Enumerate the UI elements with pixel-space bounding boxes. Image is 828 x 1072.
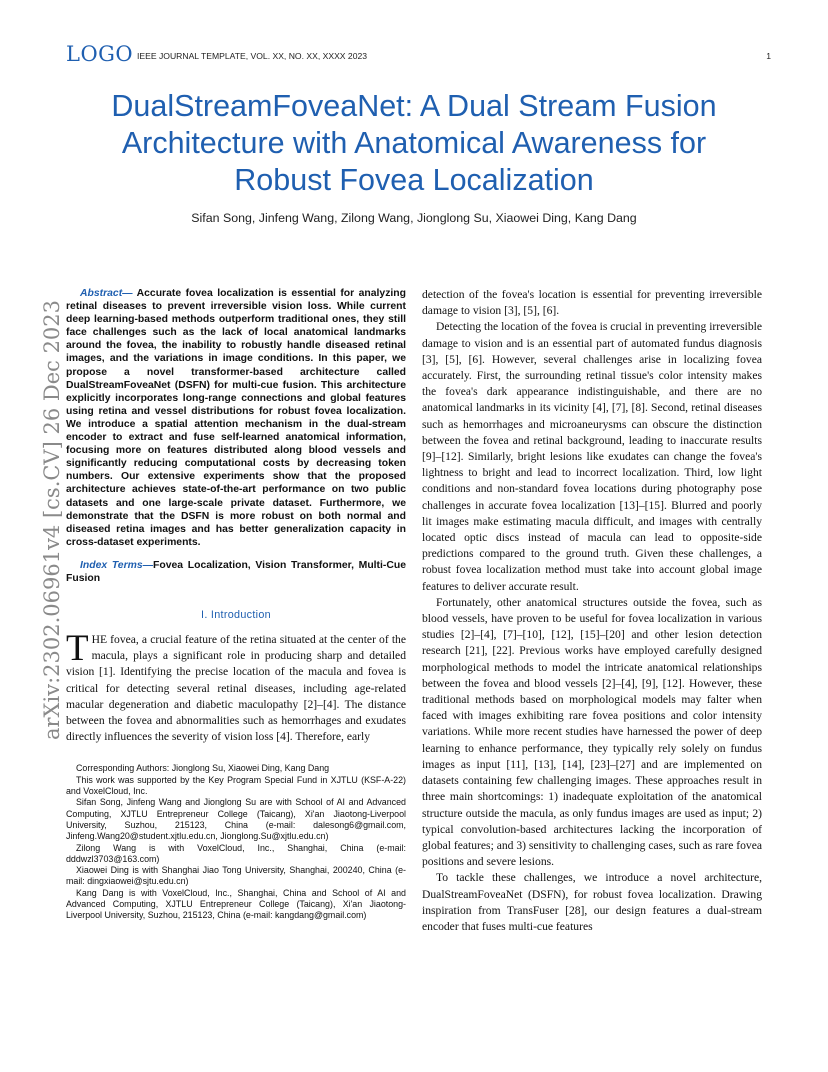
section-heading-introduction: I. Introduction bbox=[201, 609, 271, 622]
intro-paragraph-4: To tackle these challenges, we introduce a novel architecture, DualStreamFoveaNet (DSFN), for robust fovea localization. Drawing inspiration from TransFuser [28], our design features a dual-stream encoder that fuses multi-cue features bbox=[422, 871, 762, 933]
index-terms-label: Index Terms— bbox=[80, 559, 154, 571]
footnote-affiliation-2: Zilong Wang is with VoxelCloud, Inc., Shanghai, China (e-mail: dddwzl3703@163.com) bbox=[66, 842, 406, 864]
footnote-corresponding: Corresponding Authors: Jionglong Su, Xiaowei Ding, Kang Dang bbox=[76, 763, 330, 774]
page-header bbox=[66, 44, 771, 66]
intro-paragraph-3: Fortunately, other anatomical structures outside the fovea, such as blood vessels, have proven to be useful for fovea localization in various studies [2]–[4], [7]–[10], [12], [15]–[20] and other lesion detection research [21], [22]. Previous works have employed carefully designed morphological methods to model the intricate anatomical relationships between the fovea and blood vessels [2]–[4], [9], [12]. However, these traditional methods based on morphological models may falter when faced with images exhibiting rare fovea positions and color intensity variations. While more recent studies have harnessed the power of deep learning to enhance performance, they typically rely solely on fundus images as input [11], [13], [14], [23]–[27] and are implemented on datasets containing few challenging images. These approaches result in three main shortcomings: 1) inadequate exploitation of the anatomical structure outside the macula, as only fundus images are used as input; 2) typical convolution-based architectures lacking the incorporation of global features; and 3) sensitivity to challenging cases, such as rare fovea positions and severe lesions. bbox=[422, 595, 762, 869]
drop-cap: T bbox=[66, 628, 89, 670]
footnote-affiliation-1: Sifan Song, Jinfeng Wang and Jionglong Su are with School of AI and Advanced Computing, XJTLU Entrepreneur College (Taicang), Xi'an Jiaotong-Liverpool University, Suzhou, 215123, China (e-mail: dalesong6@gmail.com, Jinfeng.Wang20@student.xjtlu.edu.cn, Jionglong.Su@xjtlu.edu.cn) bbox=[66, 797, 406, 842]
journal-name: IEEE JOURNAL TEMPLATE, VOL. XX, NO. XX, XXXX 2023 bbox=[137, 51, 368, 61]
journal-logo: LOGO bbox=[66, 42, 134, 66]
footnote-affiliation-4: Kang Dang is with VoxelCloud, Inc., Shanghai, China and School of AI and Advanced Computing, XJTLU Entrepreneur College (Taicang), Xi'an Jiaotong-Liverpool University, Suzhou, 215123, China (e-mail: kangdang@gmail.com) bbox=[66, 887, 406, 921]
intro-paragraph-1-text: HE fovea, a crucial feature of the retina situated at the center of the macula, plays a significant role in producing sharp and detailed vision [1]. Identifying the precise location of the macula and fovea is critical for detecting several retinal diseases, including age-related macular degeneration and diabetic maculopathy [2]–[4]. The distance between the fovea and abnormalities such as hemorrhages and exudates directly influences the severity of vision loss [4]. Therefore, early bbox=[66, 633, 406, 744]
footnotes bbox=[66, 763, 406, 921]
abstract bbox=[66, 287, 406, 549]
paper-title: DualStreamFoveaNet: A Dual Stream Fusion Architecture with Anatomical Awareness for Robust Fovea Localization bbox=[111, 89, 717, 197]
intro-paragraph-1 bbox=[66, 628, 406, 745]
abstract-label: Abstract— bbox=[80, 288, 133, 299]
intro-paragraph-2: Detecting the location of the fovea is crucial in preventing irreversible damage to vision and is an essential part of automated fundus diagnosis [3], [5], [6]. However, several challenges arise in localizing fovea accurately. First, the surrounding retinal tissue's color intensity makes the fovea's dark appearance indistinguishable, and there are no anatomical landmarks in its vicinity [4], [7], [8]. Second, retinal diseases such as hemorrhages and microaneurysms can obscure the distinction between the fovea and retinal background, leading to inaccurate results [9]–[12]. Similarly, bright lesions like exudates can change the fovea's lightness to bright and lead to incorrect localization. Third, low light conditions and non-standard fovea locations during photography pose challenges in accurate fovea localization [13]–[15]. Blurred and poorly lit images make estimating macula difficult, and images with centrally located optic discs instead of macula can lead to opposite-side predictions compared to the ground truth. Given these challenges, a robust fovea localization method must take into account global image features to deliver accurate result. bbox=[422, 320, 762, 593]
footnote-funding: This work was supported by the Key Program Special Fund in XJTLU (KSF-A-22) and VoxelCloud, Inc. bbox=[66, 774, 406, 797]
arxiv-stamp: arXiv:2302.06961v4 [cs.CV] 26 Dec 2023 bbox=[40, 299, 64, 741]
index-terms bbox=[66, 559, 406, 585]
left-column bbox=[66, 287, 406, 922]
author-list: Sifan Song, Jinfeng Wang, Zilong Wang, Jionglong Su, Xiaowei Ding, Kang Dang bbox=[191, 211, 637, 225]
abstract-text: Accurate fovea localization is essential for analyzing retinal diseases to prevent irreversible vision loss. While current deep learning-based methods outperform traditional ones, they still face challenges such as the lack of local anatomical landmarks around the fovea, the inability to robustly handle diseased retinal images, and the variations in image conditions. In this paper, we propose a novel transformer-based architecture called DualStreamFoveaNet (DSFN) for multi-cue fusion. This architecture explicitly incorporates long-range connections and global features using retina and vessel distributions for robust fovea localization. We introduce a spatial attention mechanism in the dual-stream encoder to extract and fuse self-learned anatomical information, focusing more on features distributed along blood vessels and significantly reducing computational costs by decreasing token numbers. Our extensive experiments show that the proposed architecture achieves state-of-the-art performance on two public datasets and one large-scale private dataset. Furthermore, we demonstrate that the DSFN is more robust on both normal and diseased retina images and has better generalization capacity in cross-dataset experiments. bbox=[66, 288, 406, 548]
page-number: 1 bbox=[766, 51, 771, 61]
right-column bbox=[422, 287, 762, 935]
index-terms-text: Fovea Localization, Vision Transformer, Multi-Cue Fusion bbox=[66, 559, 406, 584]
footnote-affiliation-3: Xiaowei Ding is with Shanghai Jiao Tong University, Shanghai, 200240, China (e-mail: dingxiaowei@sjtu.edu.cn) bbox=[66, 865, 406, 887]
intro-paragraph-1-continued: detection of the fovea's location is essential for preventing irreversible damage to vision [3], [5], [6]. bbox=[422, 288, 762, 318]
